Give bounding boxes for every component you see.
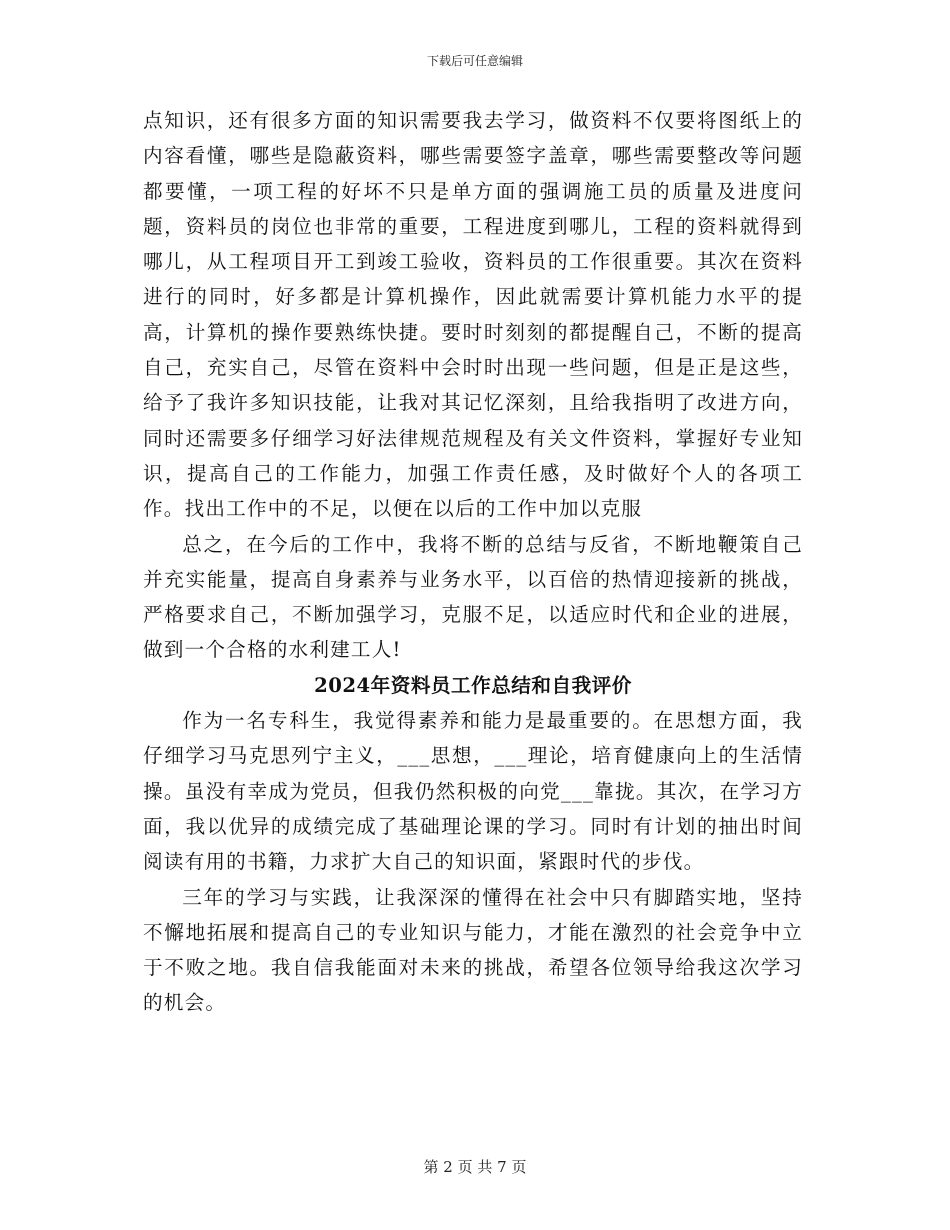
paragraph-4: 三年的学习与实践，让我深深的懂得在社会中只有脚踏实地，坚持不懈地拓展和提高自己的专业知识与能力，才能在激烈的社会竞争中立于不败之地。我自信我能面对未来的挑战，希望各位领导给我这次学习的机会。: [143, 885, 803, 1015]
paragraph-3: 作为一名专科生，我觉得素养和能力是最重要的。在思想方面，我仔细学习马克思列宁主义，___思想，___理论，培育健康向上的生活情操。虽没有幸成为党员，但我仍然积极的向党___靠拢。其次，在学习方面，我以优异的成绩完成了基础理论课的学习。同时有计划的抽出时间阅读有用的书籍，力求扩大自己的知识面，紧跟时代的步伐。: [143, 709, 803, 874]
section-title: 2024年资料员工作总结和自我评价: [314, 673, 632, 697]
paragraph-2: 总之，在今后的工作中，我将不断的总结与反省，不断地鞭策自己并充实能量，提高自身素养与业务水平，以百倍的热情迎接新的挑战，严格要求自己，不断加强学习，克服不足，以适应时代和企业的进展，做到一个合格的水利建工人!: [143, 532, 803, 662]
paragraph-1: 点知识，还有很多方面的知识需要我去学习，做资料不仅要将图纸上的内容看懂，哪些是隐蔽资料，哪些需要签字盖章，哪些需要整改等问题都要懂，一项工程的好坏不只是单方面的强调施工员的质量及进度问题，资料员的岗位也非常的重要，工程进度到哪儿，工程的资料就得到哪儿，从工程项目开工到竣工验收，资料员的工作很重要。其次在资料进行的同时，好多都是计算机操作，因此就需要计算机能力水平的提高，计算机的操作要熟练快捷。要时时刻刻的都提醒自己，不断的提高自己，充实自己，尽管在资料中会时时出现一些问题，但是正是这些，给予了我许多知识技能，让我对其记忆深刻，且给我指明了改进方向，同时还需要多仔细学习好法律规范规程及有关文件资料，掌握好专业知识，提高自己的工作能力，加强工作责任感，及时做好个人的各项工作。找出工作中的不足，以便在以后的工作中加以克服: [143, 109, 803, 521]
document-body: [143, 103, 803, 1021]
page-header: 下载后可任意编辑: [426, 54, 523, 68]
page-number: 第 2 页 共 7 页: [423, 1158, 527, 1176]
